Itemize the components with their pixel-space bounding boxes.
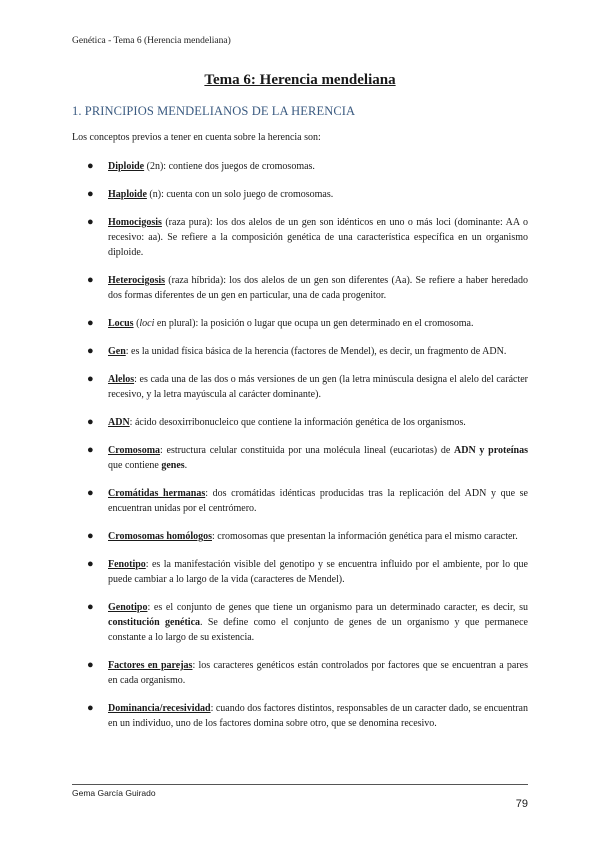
definition-text: : cuando dos factores distintos, responsables de un caracter dado, se encuentran en un individuo, uno de los factores domina sobre otro, que se denomina recesivo. xyxy=(108,703,528,729)
term-label: Fenotipo xyxy=(108,559,146,570)
list-item-homocigosis xyxy=(72,215,528,260)
definition-text: en plural): la posición o lugar que ocupa un gen determinado en el cromosoma. xyxy=(154,318,474,329)
term-label: Factores en parejas xyxy=(108,660,193,671)
definition-text: : los caracteres genéticos están controlados por factores que se encuentran a pares en cada organismo. xyxy=(108,660,528,686)
list-item-dominancia-recesividad xyxy=(72,701,528,731)
term-label: Alelos xyxy=(108,374,135,385)
definition-text: (2n): contiene dos juegos de cromosomas. xyxy=(144,161,315,172)
definition-text: : dos cromátidas idénticas producidas tras la replicación del ADN y que se encuentran unidas por el centrómero. xyxy=(108,488,528,514)
page-number: 79 xyxy=(515,798,528,810)
intro-paragraph: Los conceptos previos a tener en cuenta sobre la herencia son: xyxy=(72,132,321,143)
definition-bold: constitución genética xyxy=(108,617,201,628)
bullet-icon: ● xyxy=(87,317,94,329)
list-item-adn xyxy=(72,415,528,430)
page-title: Tema 6: Herencia mendeliana xyxy=(204,72,396,88)
definition-text: (n): cuenta con un solo juego de cromosomas. xyxy=(146,189,334,200)
term-label: Haploide xyxy=(108,189,147,200)
list-item-genotipo xyxy=(72,600,528,645)
bullet-icon: ● xyxy=(87,487,94,499)
bullet-icon: ● xyxy=(87,160,94,172)
bullet-icon: ● xyxy=(87,274,94,286)
list-item-fenotipo xyxy=(72,557,528,587)
definition-text: que contiene xyxy=(108,460,162,471)
definition-text: : es la manifestación visible del genotipo y se encuentra influido por el ambiente, por lo que puede cambiar a lo largo de la vida (caracteres de Mendel). xyxy=(108,559,528,585)
bullet-icon: ● xyxy=(87,345,94,357)
bullet-icon: ● xyxy=(87,601,94,613)
list-item-cromosoma xyxy=(72,443,528,473)
definition-bold: genes xyxy=(161,460,185,471)
term-label: Genotipo xyxy=(108,602,148,613)
definition-text: . Se define como el conjunto de genes de un organismo y que permanece constante a lo largo de su existencia. xyxy=(108,617,528,643)
definition-italic: loci xyxy=(139,318,155,329)
term-label: Gen xyxy=(108,346,126,357)
list-item-cromosomas-homologos xyxy=(72,529,528,544)
footer-divider xyxy=(72,784,528,785)
term-label: Cromosoma xyxy=(108,445,161,456)
list-item-diploide xyxy=(72,159,528,174)
definition-text: : estructura celular constituida por una molécula lineal (eucariotas) de xyxy=(160,445,455,456)
list-item-cromatidas-hermanas xyxy=(72,486,528,516)
definition-text: (raza pura): los dos alelos de un gen son idénticos en uno o más loci (dominante: AA o recesivo: aa). Se refiere a la composición genética de una característica específica en un organismo diploide. xyxy=(108,217,528,258)
list-item-heterocigosis xyxy=(72,273,528,303)
bullet-icon: ● xyxy=(87,702,94,714)
term-label: Heterocigosis xyxy=(108,275,166,286)
bullet-icon: ● xyxy=(87,444,94,456)
footer-author: Gema García Guirado xyxy=(72,788,156,798)
list-item-haploide xyxy=(72,187,528,202)
list-item-alelos xyxy=(72,372,528,402)
concepts-list xyxy=(72,146,528,731)
bullet-icon: ● xyxy=(87,659,94,671)
term-label: Locus xyxy=(108,318,134,329)
definition-text: (raza híbrida): los dos alelos de un gen son diferentes (Aa). Se refiere a haber heredado dos formas diferentes de un gen en particular, una de cada progenitor. xyxy=(108,275,528,301)
definition-text: : ácido desoxirribonucleico que contiene la información genética de los organismos. xyxy=(129,417,466,428)
definition-bold: ADN y proteínas xyxy=(454,445,528,456)
list-item-factores-en-parejas xyxy=(72,658,528,688)
definition-text: : es la unidad física básica de la herencia (factores de Mendel), es decir, un fragmento de ADN. xyxy=(125,346,507,357)
list-item-locus xyxy=(72,316,528,331)
section-heading: 1. PRINCIPIOS MENDELIANOS DE LA HERENCIA xyxy=(72,104,356,118)
term-label: Homocigosis xyxy=(108,217,162,228)
bullet-icon: ● xyxy=(87,530,94,542)
definition-text: ( xyxy=(133,318,140,329)
term-label: Diploide xyxy=(108,161,145,172)
bullet-icon: ● xyxy=(87,558,94,570)
term-label: Cromosomas homólogos xyxy=(108,531,212,542)
bullet-icon: ● xyxy=(87,188,94,200)
definition-text: . xyxy=(184,460,188,471)
term-label: ADN xyxy=(108,417,130,428)
term-label: Cromátidas hermanas xyxy=(108,488,206,499)
bullet-icon: ● xyxy=(87,373,94,385)
definition-text: : es cada una de las dos o más versiones de un gen (la letra minúscula designa el alelo del carácter recesivo, y la letra mayúscula al carácter dominante). xyxy=(108,374,528,400)
running-header: Genética - Tema 6 (Herencia mendeliana) xyxy=(72,36,231,46)
bullet-icon: ● xyxy=(87,216,94,228)
bullet-icon: ● xyxy=(87,416,94,428)
term-label: Dominancia/recesividad xyxy=(108,703,211,714)
definition-text: : es el conjunto de genes que tiene un organismo para un determinado caracter, es decir, su xyxy=(147,602,528,613)
list-item-gen xyxy=(72,344,528,359)
definition-text: : cromosomas que presentan la información genética para el mismo caracter. xyxy=(211,531,518,542)
